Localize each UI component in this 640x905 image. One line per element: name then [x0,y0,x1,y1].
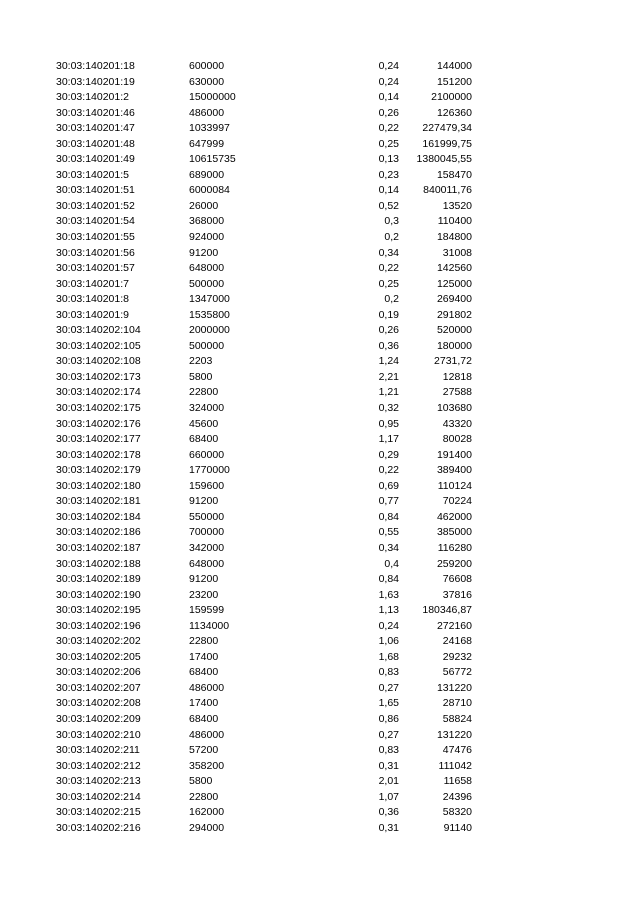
area-cell: 486000 [189,728,225,741]
cadastral-number-cell: 30:03:140202:173 [56,370,141,383]
cadastral-number-cell: 30:03:140202:175 [56,402,141,415]
table-row [0,712,640,728]
rate-cell: 0,32 [378,402,399,415]
table-row [0,385,640,401]
area-cell: 6000084 [189,184,230,197]
cadastral-number-cell: 30:03:140201:2 [56,91,129,104]
rate-cell: 0,34 [378,541,399,554]
value-cell: 103680 [436,402,472,415]
value-cell: 151200 [436,75,472,88]
table-row [0,774,640,790]
rate-cell: 0,23 [378,168,399,181]
cadastral-number-cell: 30:03:140201:56 [56,246,135,259]
rate-cell: 0,84 [378,510,399,523]
value-cell: 385000 [436,526,472,539]
table-row [0,354,640,370]
cadastral-number-cell: 30:03:140202:208 [56,697,141,710]
area-cell: 500000 [189,277,225,290]
table-row [0,494,640,510]
area-cell: 159600 [189,479,225,492]
cadastral-number-cell: 30:03:140202:216 [56,821,141,834]
area-cell: 5800 [189,775,213,788]
area-cell: 162000 [189,806,225,819]
area-cell: 486000 [189,106,225,119]
cadastral-number-cell: 30:03:140201:48 [56,137,135,150]
area-cell: 630000 [189,75,225,88]
area-cell: 600000 [189,60,225,72]
table-row [0,121,640,137]
table-row [0,588,640,604]
rate-cell: 2,01 [378,775,399,788]
area-cell: 68400 [189,666,219,679]
value-cell: 29232 [442,650,472,663]
table-row [0,805,640,821]
table-row [0,665,640,681]
table-row [0,790,640,806]
area-cell: 10615735 [189,153,236,166]
value-cell: 125000 [436,277,472,290]
rate-cell: 1,13 [378,604,399,617]
table-row [0,106,640,122]
value-cell: 227479,34 [422,122,472,135]
area-cell: 68400 [189,433,219,446]
value-cell: 76608 [442,573,472,586]
table-row [0,821,640,837]
cadastral-number-cell: 30:03:140202:108 [56,355,141,368]
rate-cell: 0,26 [378,106,399,119]
area-cell: 91200 [189,246,219,259]
value-cell: 80028 [442,433,472,446]
table-row [0,479,640,495]
area-cell: 2000000 [189,324,230,337]
table-row [0,463,640,479]
area-cell: 22800 [189,635,219,648]
table-row [0,448,640,464]
cadastral-number-cell: 30:03:140202:186 [56,526,141,539]
area-cell: 22800 [189,790,219,803]
table-row [0,292,640,308]
table-row [0,696,640,712]
cadastral-number-cell: 30:03:140202:210 [56,728,141,741]
table-row [0,152,640,168]
value-cell: 142560 [436,262,472,275]
value-cell: 191400 [436,448,472,461]
area-cell: 5800 [189,370,213,383]
rate-cell: 1,06 [378,635,399,648]
cadastral-number-cell: 30:03:140202:211 [56,744,140,757]
cadastral-number-cell: 30:03:140202:104 [56,324,141,337]
rate-cell: 0,69 [378,479,399,492]
cadastral-number-cell: 30:03:140201:54 [56,215,135,228]
rate-cell: 0,86 [378,712,399,725]
value-cell: 43320 [442,417,472,430]
rate-cell: 1,68 [378,650,399,663]
rate-cell: 0,77 [378,495,399,508]
cadastral-number-cell: 30:03:140202:207 [56,681,141,694]
cadastral-number-cell: 30:03:140202:105 [56,339,141,352]
area-cell: 924000 [189,231,225,244]
cadastral-number-cell: 30:03:140202:177 [56,433,141,446]
value-cell: 27588 [442,386,472,399]
rate-cell: 0,4 [384,557,399,570]
cadastral-number-cell: 30:03:140201:5 [56,168,129,181]
area-cell: 45600 [189,417,219,430]
rate-cell: 0,2 [384,293,399,306]
cadastral-number-cell: 30:03:140201:52 [56,199,135,212]
rate-cell: 0,25 [378,277,399,290]
rate-cell: 0,29 [378,448,399,461]
value-cell: 12818 [442,370,472,383]
area-cell: 23200 [189,588,219,601]
value-cell: 111042 [438,759,472,772]
table-row [0,59,640,75]
value-cell: 2731,72 [434,355,472,368]
value-cell: 131220 [436,728,472,741]
rate-cell: 0,26 [378,324,399,337]
area-cell: 159599 [189,604,225,617]
table-row [0,650,640,666]
table-row [0,90,640,106]
rate-cell: 0,22 [378,262,399,275]
cadastral-number-cell: 30:03:140202:196 [56,619,141,632]
table-row [0,681,640,697]
table-row [0,572,640,588]
cadastral-number-cell: 30:03:140202:178 [56,448,141,461]
table-row [0,339,640,355]
cadastral-number-cell: 30:03:140202:195 [56,604,141,617]
value-cell: 180346,87 [422,604,472,617]
rate-cell: 0,95 [378,417,399,430]
table-row [0,432,640,448]
area-cell: 689000 [189,168,225,181]
cadastral-number-cell: 30:03:140202:214 [56,790,141,803]
rate-cell: 1,63 [378,588,399,601]
area-cell: 294000 [189,821,225,834]
table-row [0,323,640,339]
cadastral-number-cell: 30:03:140201:46 [56,106,135,119]
area-cell: 68400 [189,712,219,725]
value-cell: 840011,76 [423,184,472,197]
value-cell: 70224 [442,495,472,508]
area-cell: 26000 [189,199,219,212]
cadastral-number-cell: 30:03:140201:8 [56,293,129,306]
area-cell: 368000 [189,215,225,228]
rate-cell: 0,22 [378,464,399,477]
value-cell: 520000 [436,324,472,337]
value-cell: 389400 [436,464,472,477]
table-row [0,525,640,541]
rate-cell: 0,31 [378,821,399,834]
table-row [0,541,640,557]
rate-cell: 0,24 [378,619,399,632]
area-cell: 1033997 [189,122,230,135]
area-cell: 486000 [189,681,225,694]
area-cell: 91200 [189,495,219,508]
rate-cell: 1,24 [378,355,399,368]
rate-cell: 0,55 [378,526,399,539]
value-cell: 37816 [442,588,472,601]
cadastral-number-cell: 30:03:140202:184 [56,510,141,523]
value-cell: 269400 [436,293,472,306]
area-cell: 648000 [189,557,225,570]
value-cell: 144000 [436,60,472,72]
table-row [0,308,640,324]
rate-cell: 0,31 [378,759,399,772]
rate-cell: 2,21 [378,370,399,383]
cadastral-number-cell: 30:03:140201:18 [56,60,135,72]
cadastral-number-cell: 30:03:140201:57 [56,262,135,275]
value-cell: 161999,75 [422,137,472,150]
value-cell: 24168 [442,635,472,648]
rate-cell: 0,84 [378,573,399,586]
value-cell: 291802 [436,308,472,321]
cadastral-number-cell: 30:03:140202:213 [56,775,141,788]
value-cell: 31008 [442,246,472,259]
rate-cell: 0,36 [378,339,399,352]
area-cell: 1535800 [189,308,230,321]
table-row [0,603,640,619]
area-cell: 500000 [189,339,225,352]
rate-cell: 0,52 [378,199,399,212]
value-cell: 116280 [437,541,472,554]
rate-cell: 0,14 [378,184,399,197]
cadastral-number-cell: 30:03:140201:47 [56,122,135,135]
cadastral-number-cell: 30:03:140202:202 [56,635,141,648]
area-cell: 660000 [189,448,225,461]
value-cell: 462000 [436,510,472,523]
rate-cell: 0,83 [378,744,399,757]
table-row [0,214,640,230]
rate-cell: 1,65 [378,697,399,710]
area-cell: 358200 [189,759,225,772]
value-cell: 58320 [442,806,472,819]
rate-cell: 0,13 [378,153,399,166]
cadastral-number-cell: 30:03:140202:174 [56,386,141,399]
value-cell: 180000 [436,339,472,352]
table-row [0,743,640,759]
cadastral-number-cell: 30:03:140202:189 [56,573,141,586]
rate-cell: 0,36 [378,806,399,819]
table-row [0,370,640,386]
value-cell: 259200 [436,557,472,570]
area-cell: 647999 [189,137,225,150]
cadastral-number-cell: 30:03:140202:181 [56,495,141,508]
table-row [0,557,640,573]
table-row [0,168,640,184]
cadastral-number-cell: 30:03:140201:7 [56,277,129,290]
cadastral-number-cell: 30:03:140202:190 [56,588,141,601]
value-cell: 28710 [442,697,472,710]
rate-cell: 0,25 [378,137,399,150]
table-row [0,619,640,635]
table-row [0,417,640,433]
area-cell: 22800 [189,386,219,399]
area-cell: 17400 [189,650,219,663]
value-cell: 58824 [442,712,472,725]
value-cell: 56772 [442,666,472,679]
table-row [0,137,640,153]
cadastral-number-cell: 30:03:140202:188 [56,557,141,570]
rate-cell: 0,24 [378,75,399,88]
table-row [0,728,640,744]
table-row [0,261,640,277]
cadastral-number-cell: 30:03:140202:176 [56,417,141,430]
cadastral-number-cell: 30:03:140202:209 [56,712,141,725]
rate-cell: 0,22 [378,122,399,135]
value-cell: 1380045,55 [416,153,472,166]
data-table [0,59,640,836]
rate-cell: 1,17 [378,433,399,446]
cadastral-number-cell: 30:03:140202:212 [56,759,141,772]
rate-cell: 1,21 [378,386,399,399]
table-row [0,199,640,215]
area-cell: 700000 [189,526,225,539]
table-row [0,75,640,91]
area-cell: 57200 [189,744,219,757]
value-cell: 158470 [436,168,472,181]
table-row [0,230,640,246]
value-cell: 110400 [437,215,472,228]
cadastral-number-cell: 30:03:140201:51 [56,184,135,197]
cadastral-number-cell: 30:03:140202:179 [56,464,141,477]
table-row [0,634,640,650]
table-row [0,277,640,293]
value-cell: 131220 [436,681,472,694]
cadastral-number-cell: 30:03:140202:187 [56,541,141,554]
area-cell: 648000 [189,262,225,275]
value-cell: 13520 [442,199,472,212]
area-cell: 91200 [189,573,219,586]
area-cell: 1134000 [189,619,230,632]
value-cell: 11658 [443,775,472,788]
table-row [0,401,640,417]
area-cell: 1770000 [189,464,230,477]
value-cell: 272160 [436,619,472,632]
area-cell: 15000000 [189,91,236,104]
rate-cell: 0,14 [378,91,399,104]
area-cell: 17400 [189,697,219,710]
table-row [0,246,640,262]
value-cell: 184800 [436,231,472,244]
area-cell: 550000 [189,510,225,523]
area-cell: 342000 [189,541,225,554]
cadastral-number-cell: 30:03:140201:55 [56,231,135,244]
value-cell: 2100000 [431,91,472,104]
table-row [0,759,640,775]
value-cell: 24396 [442,790,472,803]
rate-cell: 0,24 [378,60,399,72]
rate-cell: 0,3 [384,215,399,228]
value-cell: 47476 [442,744,472,757]
cadastral-number-cell: 30:03:140201:19 [56,75,135,88]
rate-cell: 0,27 [378,681,399,694]
rate-cell: 0,34 [378,246,399,259]
area-cell: 1347000 [189,293,230,306]
rate-cell: 1,07 [378,790,399,803]
table-row [0,510,640,526]
cadastral-number-cell: 30:03:140201:49 [56,153,135,166]
area-cell: 324000 [189,402,225,415]
value-cell: 110124 [437,479,472,492]
rate-cell: 0,19 [378,308,399,321]
rate-cell: 0,2 [384,231,399,244]
value-cell: 126360 [436,106,472,119]
cadastral-number-cell: 30:03:140202:215 [56,806,141,819]
cadastral-number-cell: 30:03:140202:180 [56,479,141,492]
table-row [0,183,640,199]
value-cell: 91140 [443,821,472,834]
cadastral-number-cell: 30:03:140202:206 [56,666,141,679]
cadastral-number-cell: 30:03:140201:9 [56,308,129,321]
cadastral-number-cell: 30:03:140202:205 [56,650,141,663]
rate-cell: 0,83 [378,666,399,679]
rate-cell: 0,27 [378,728,399,741]
area-cell: 2203 [189,355,213,368]
